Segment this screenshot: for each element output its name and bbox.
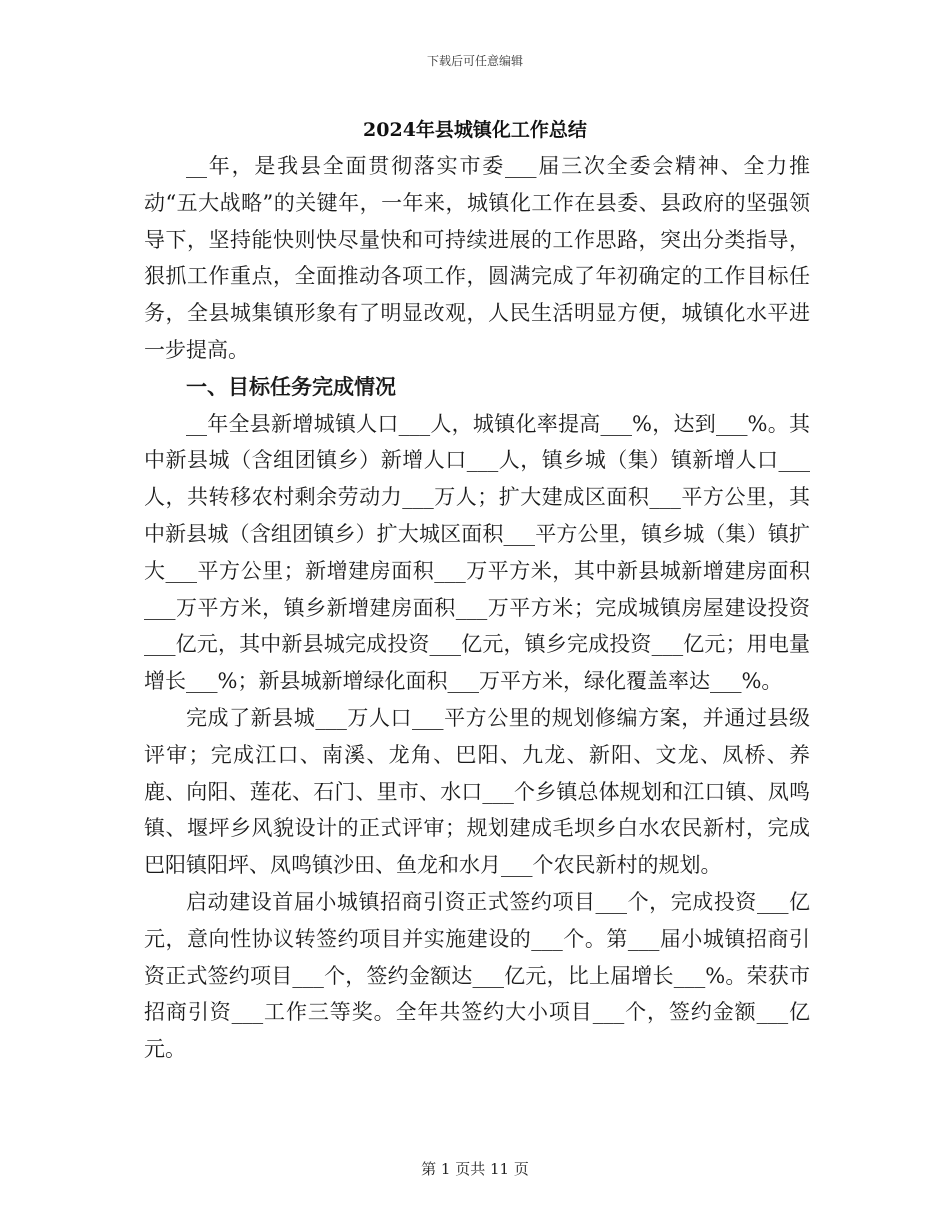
body-paragraph: 完成了新县城___万人口___平方公里的规划修编方案，并通过县级评审；完成江口、南溪、龙角、巴阳、九龙、新阳、文龙、凤桥、养鹿、向阳、莲花、石门、里市、水口___个乡镇总体规划和江口镇、凤鸣镇、堰坪乡风貌设计的正式评审；规划建成毛坝乡白水农民新村，完成巴阳镇阳坪、凤鸣镇沙田、鱼龙和水月___个农民新村的规划。	[144, 705, 810, 878]
document-body	[144, 148, 810, 1068]
section-heading: 一、目标任务完成情况	[186, 374, 396, 399]
body-paragraph: 启动建设首届小城镇招商引资正式签约项目___个，完成投资___亿元，意向性协议转签约项目并实施建设的___个。第___届小城镇招商引资正式签约项目___个，签约金额达___亿元，比上届增长___%。荣获市招商引资___工作三等奖。全年共签约大小项目___个，签约金额___亿元。	[144, 889, 810, 1062]
document-title: 2024年县城镇化工作总结	[363, 119, 587, 141]
page-number: 第 1 页共 11 页	[421, 1160, 529, 1178]
body-paragraph: __年全县新增城镇人口___人，城镇化率提高___%，达到___%。其中新县城（含组团镇乡）新增人口___人，镇乡城（集）镇新增人口___人，共转移农村剩余劳动力___万人；扩大建成区面积___平方公里，其中新县城（含组团镇乡）扩大城区面积___平方公里，镇乡城（集）镇扩大___平方公里；新增建房面积___万平方米，其中新县城新增建房面积___万平方米，镇乡新增建房面积___万平方米；完成城镇房屋建设投资___亿元，其中新县城完成投资___亿元，镇乡完成投资___亿元；用电量增长___%；新县城新增绿化面积___万平方米，绿化覆盖率达___%。	[144, 411, 810, 694]
page-header-note: 下载后可任意编辑	[426, 54, 523, 68]
intro-paragraph: __年，是我县全面贯彻落实市委___届三次全委会精神、全力推动“五大战略”的关键年，一年来，城镇化工作在县委、县政府的坚强领导下，坚持能快则快尽量快和可持续进展的工作思路，突出分类指导，狠抓工作重点，全面推动各项工作，圆满完成了年初确定的工作目标任务，全县城集镇形象有了明显改观，人民生活明显方便，城镇化水平进一步提高。	[144, 154, 810, 362]
